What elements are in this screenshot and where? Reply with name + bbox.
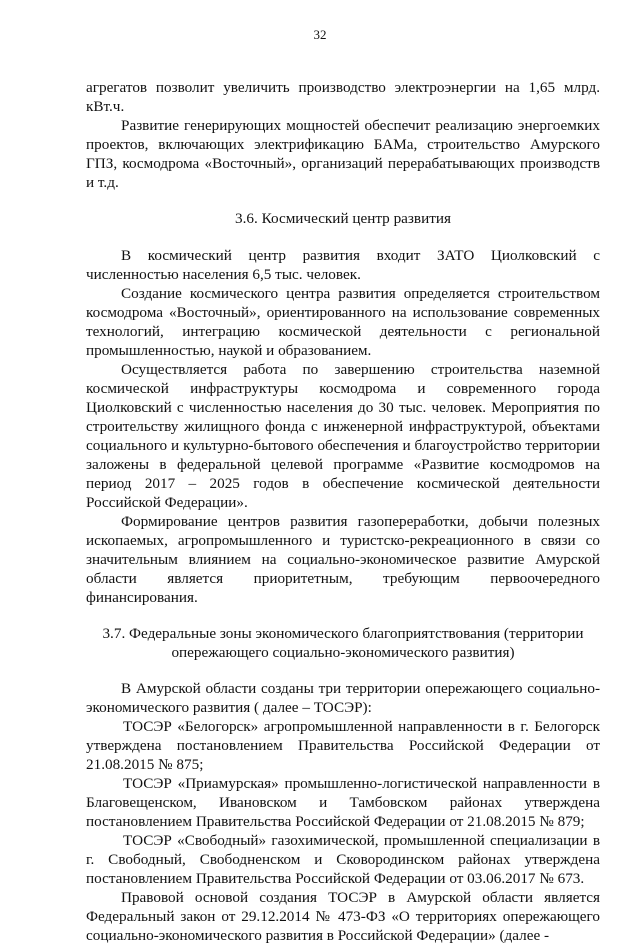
section-heading-3-7: 3.7. Федеральные зоны экономического благоприятствования (территории опережающего социально-экономического развития) [102, 625, 584, 661]
list-item-tosr-belogorsk: ТОСЭР «Белогорск» агропромышленной направленности в г. Белогорск утверждена постановлением Правительства Российской Федерации от 21.08.2015 № 875; [86, 718, 600, 773]
paragraph: агрегатов позволит увеличить производство электроэнергии на 1,65 млрд. кВт.ч. [86, 79, 600, 115]
list-item-tosr-priamurskaya: ТОСЭР «Приамурская» промышленно-логистической направленности в Благовещенском, Ивановском и Тамбовском районах утверждена постановлением Правительства Российской Федерации от 21.08.2015 № 879; [86, 775, 600, 830]
section-heading-3-6: 3.6. Космический центр развития [235, 210, 451, 227]
document-body [86, 78, 600, 945]
paragraph: Создание космического центра развития определяется строительством космодрома «Восточный», ориентированного на использование современных технологий, интеграцию космической деятельности с региональной промышленностью, наукой и образованием. [86, 285, 600, 359]
paragraph: Осуществляется работа по завершению строительства наземной космической инфраструктуры космодрома и современного города Циолковский с численностью населения до 30 тыс. человек. Мероприятия по строительству жилищного фонда с инженерной инфраструктурой, объектами социального и культурно-бытового обеспечения и благоустройство территории заложены в федеральной целевой программе «Развитие космодромов на период 2017 – 2025 годов в обеспечение космической деятельности Российской Федерации». [86, 361, 600, 511]
paragraph: Развитие генерирующих мощностей обеспечит реализацию энергоемких проектов, включающих электрификацию БАМа, строительство Амурского ГПЗ, космодрома «Восточный», организаций перерабатывающих производств и т.д. [86, 117, 600, 191]
list-item-tosr-svobodny: ТОСЭР «Свободный» газохимической, промышленной специализации в г. Свободный, Свободненском и Сковородинском районах утверждена постановлением Правительства Российской Федерации от 03.06.2017 № 673. [86, 832, 600, 887]
paragraph: Правовой основой создания ТОСЭР в Амурской области является Федеральный закон от 29.12.2014 № 473-ФЗ «О территориях опережающего социально-экономического развития в Российской Федерации» (далее - [86, 889, 600, 944]
page-number: 32 [313, 27, 327, 42]
paragraph: Формирование центров развития газопереработки, добычи полезных ископаемых, агропромышленного и туристско-рекреационного в связи со значительным влиянием на социально-экономическое развитие Амурской области является приоритетным, требующим первоочередного финансирования. [86, 513, 600, 606]
paragraph: В космический центр развития входит ЗАТО Циолковский с численностью населения 6,5 тыс. человек. [86, 247, 600, 283]
paragraph: В Амурской области созданы три территории опережающего социально-экономического развития ( далее – ТОСЭР): [86, 680, 600, 716]
